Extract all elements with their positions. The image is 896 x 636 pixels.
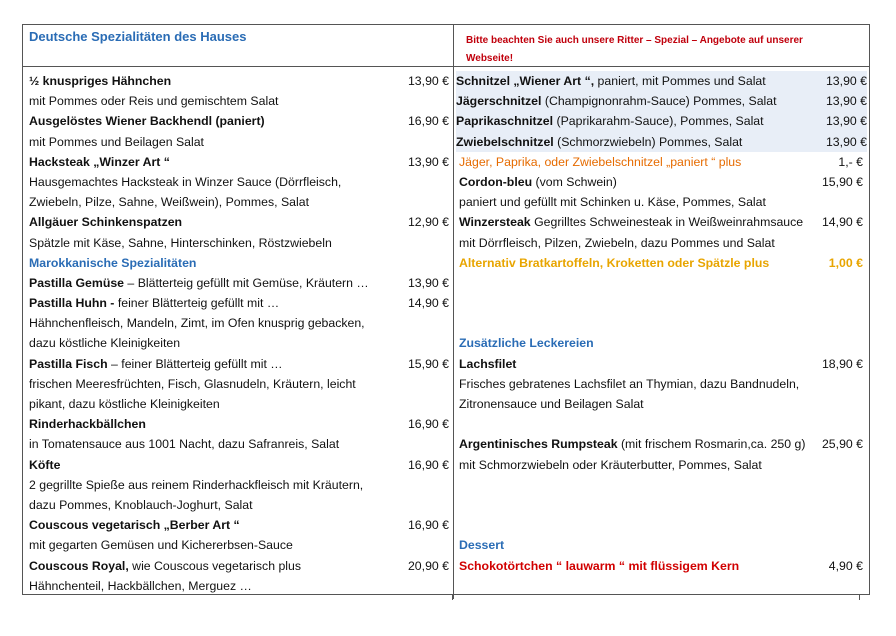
empty-row [459, 273, 863, 293]
column-divider [453, 25, 454, 599]
menu-item: Cordon-bleu (vom Schwein) 15,90 € [459, 174, 863, 189]
item-description: in Tomatensauce aus 1001 Nacht, dazu Safranreis, Salat [29, 437, 340, 452]
menu-item: Lachsfilet 18,90 € [459, 356, 863, 371]
item-description: Zitronensauce und Beilagen Salat [459, 397, 644, 411]
item-description: Zwiebeln, Pilze, Sahne, Weißwein), Pommes, Salat [29, 195, 309, 210]
item-description: mit Schmorzwiebeln oder Kräuterbutter, Pommes, Salat [459, 457, 762, 472]
section-heading-extras: Zusätzliche Leckereien [459, 336, 594, 351]
menu-item: Köfte 16,90 € [29, 457, 449, 472]
item-description: Hausgemachtes Hacksteak in Winzer Sauce (Dörrfleisch, [29, 174, 342, 189]
section-heading-moroccan: Marokkanische Spezialitäten [29, 255, 197, 270]
empty-row [459, 293, 863, 313]
menu-table [22, 24, 870, 595]
item-description: mit Pommes und Beilagen Salat [29, 134, 204, 149]
section-heading-dessert: Dessert [459, 538, 505, 553]
menu-item: Schokotörtchen “ lauwarm “ mit flüssigem Kern 4,90 € [459, 558, 863, 573]
item-description: 2 gegrillte Spieße aus reinem Rinderhackfleisch mit Kräutern, [29, 477, 364, 492]
menu-item: Couscous vegetarisch „Berber Art “ 16,90 € [29, 518, 449, 533]
menu-item: Pastilla Gemüse – Blätterteig gefüllt mit Gemüse, Kräutern … 13,90 € [29, 275, 449, 290]
menu-item: Winzersteak Gegrilltes Schweinesteak in Weißweinrahmsauce 14,90 € [459, 215, 863, 230]
website-notice: Bitte beachten Sie auch unsere Ritter – Spezial – Angebote auf unserer Webseite! [466, 35, 803, 64]
empty-row [459, 495, 863, 515]
menu-item: Ausgelöstes Wiener Backhendl (paniert) 16,90 € [29, 114, 449, 129]
left-column [29, 71, 449, 596]
item-description: dazu Pommes, Knoblauch-Joghurt, Salat [29, 497, 253, 512]
item-description: mit gegarten Gemüsen und Kichererbsen-Sauce [29, 538, 293, 553]
menu-item: Allgäuer Schinkenspatzen 12,90 € [29, 215, 449, 230]
menu-item: Schnitzel „Wiener Art “, paniert, mit Pommes und Salat 13,90 € [456, 71, 867, 91]
border-tick [452, 595, 453, 600]
right-column [456, 71, 867, 576]
menu-item: Pastilla Huhn - feiner Blätterteig gefüllt mit … 14,90 € [29, 296, 449, 311]
side-dish-note: Alternativ Bratkartoffeln, Kroketten oder Spätzle plus 1,00 € [459, 255, 863, 270]
item-description: mit Dörrfleisch, Pilzen, Zwiebeln, dazu Pommes und Salat [459, 235, 775, 250]
item-description: Frisches gebratenes Lachsfilet an Thymian, dazu Bandnudeln, [459, 376, 800, 391]
menu-item: Hacksteak „Winzer Art “ 13,90 € [29, 154, 449, 169]
item-description: Hähnchenteil, Hackbällchen, Merguez … [29, 578, 252, 593]
menu-item: Jägerschnitzel (Champignonrahm-Sauce) Pommes, Salat 13,90 € [456, 91, 867, 111]
surcharge-note: Jäger, Paprika, oder Zwiebelschnitzel „paniert “ plus 1,- € [459, 154, 863, 169]
menu-item: ½ knuspriges Hähnchen 13,90 € [29, 74, 449, 88]
item-description: dazu köstliche Kleinigkeiten [29, 336, 181, 351]
menu-item: Zwiebelschnitzel (Schmorzwiebeln) Pommes, Salat 13,90 € [456, 132, 867, 152]
item-description: Hähnchenfleisch, Mandeln, Zimt, im Ofen knusprig gebacken, [29, 316, 365, 331]
border-tick [859, 595, 860, 600]
menu-item: Argentinisches Rumpsteak (mit frischem Rosmarin,ca. 250 g) 25,90 € [459, 437, 863, 452]
menu-item: Rinderhackbällchen 16,90 € [29, 417, 449, 432]
menu-item: Paprikaschnitzel (Paprikarahm-Sauce), Pommes, Salat 13,90 € [456, 111, 867, 131]
empty-row [459, 475, 863, 495]
menu-item: Couscous Royal, wie Couscous vegetarisch plus 20,90 € [29, 558, 449, 573]
empty-row [459, 313, 863, 333]
empty-row [459, 414, 863, 434]
item-description: frischen Meeresfrüchten, Fisch, Glasnudeln, Kräutern, leicht [29, 376, 356, 391]
item-description: pikant, dazu köstliche Kleinigkeiten [29, 397, 220, 411]
item-description: paniert und gefüllt mit Schinken u. Käse, Pommes, Salat [459, 195, 766, 210]
item-description: Spätzle mit Käse, Sahne, Hinterschinken, Röstzwiebeln [29, 235, 332, 250]
section-title-german: Deutsche Spezialitäten des Hauses [29, 29, 247, 44]
menu-item: Pastilla Fisch – feiner Blätterteig gefüllt mit … 15,90 € [29, 356, 449, 371]
empty-row [459, 515, 863, 535]
item-description: mit Pommes oder Reis und gemischtem Salat [29, 94, 279, 109]
